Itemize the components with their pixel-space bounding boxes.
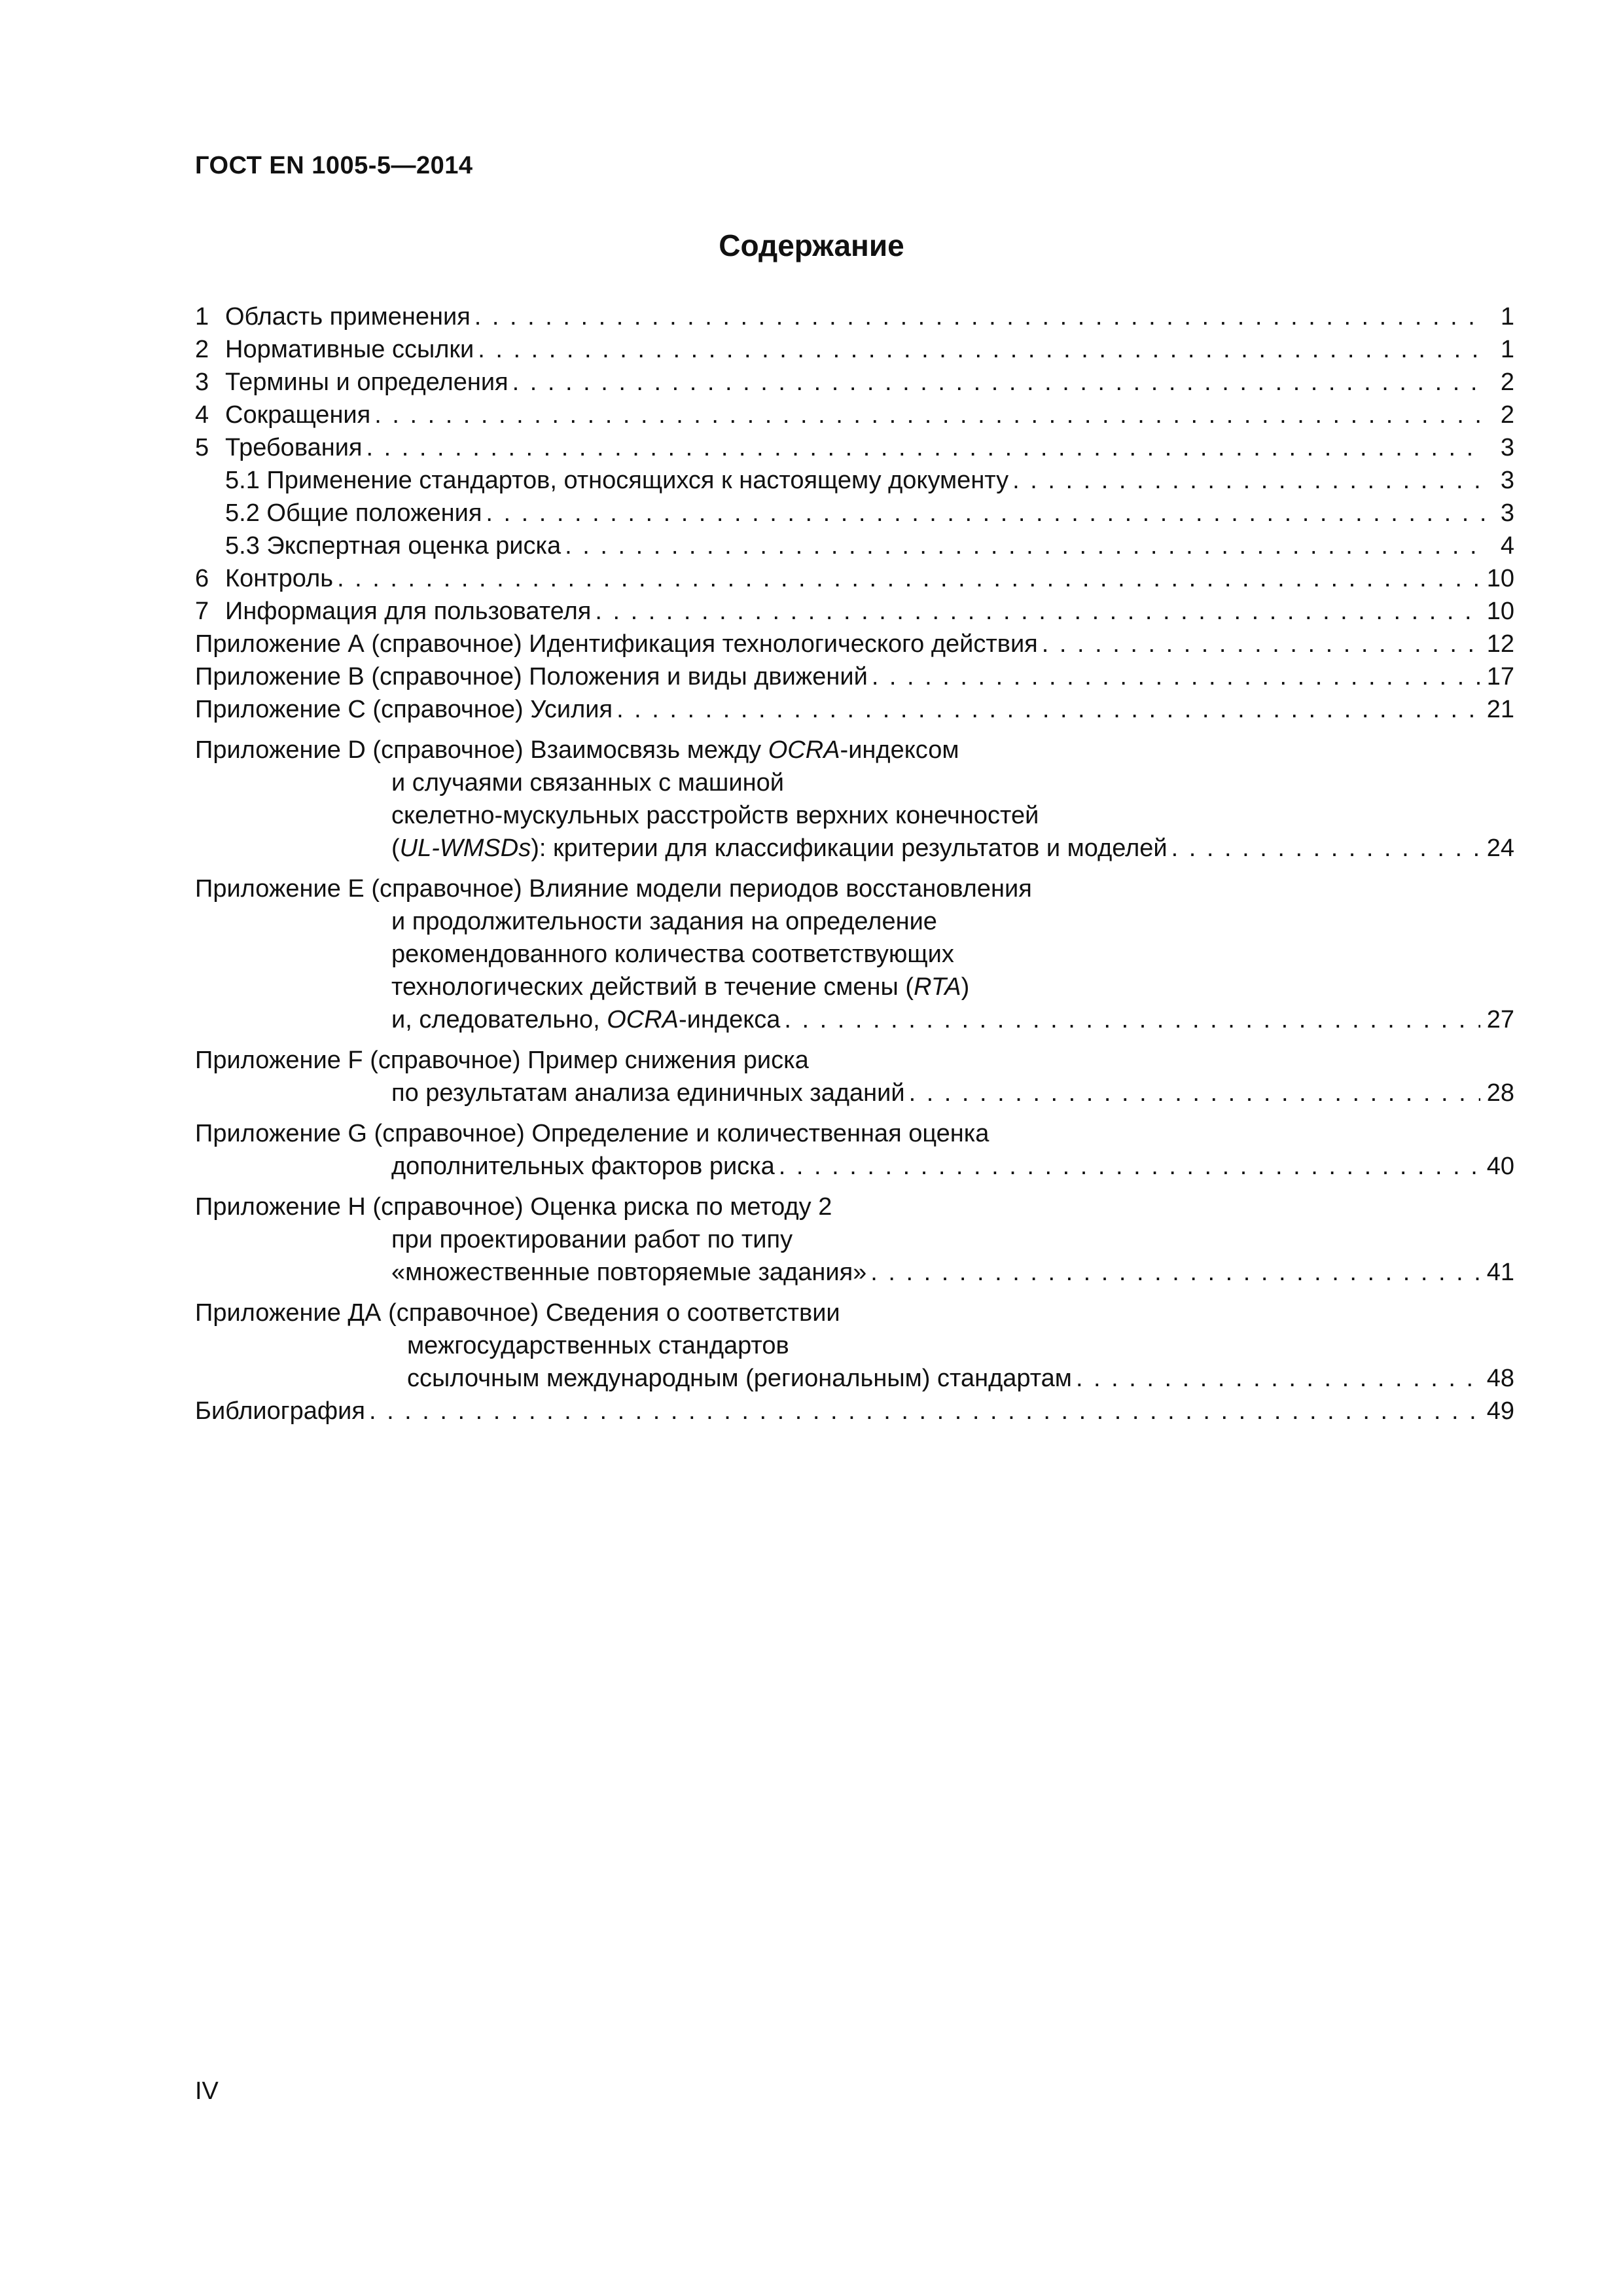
toc-entry-label xyxy=(195,366,508,399)
toc-entry-title-line: при проектировании работ по типу xyxy=(391,1226,793,1253)
toc-entry-title-line xyxy=(391,1003,780,1036)
toc-entry-bibliography[interactable] xyxy=(195,1395,1514,1427)
toc-entry-5-3[interactable] xyxy=(195,529,1514,562)
text-fragment: -индекса xyxy=(679,1006,781,1033)
toc-page-number: 1 xyxy=(1500,303,1514,331)
toc-entry-number: 4 xyxy=(195,401,209,429)
toc-entry-appendix-d[interactable] xyxy=(195,734,1514,865)
toc-entry-title-line: «множественные повторяемые задания» xyxy=(391,1259,867,1286)
toc-entry-label xyxy=(195,562,333,595)
toc-page-number: 28 xyxy=(1486,1079,1514,1107)
toc-entry-title: Приложение А (справочное) Идентификация технологического действия xyxy=(195,630,1038,658)
toc-entry-appendix-f[interactable] xyxy=(195,1044,1514,1109)
toc-entry-title-line: и случаями связанных с машиной xyxy=(391,769,784,797)
toc-entry-title: Приложение В (справочное) Положения и виды движений xyxy=(195,663,868,691)
toc-entry-title: Контроль xyxy=(225,565,334,592)
toc-entry-label xyxy=(195,333,474,366)
italic-term: RTA xyxy=(914,973,961,1001)
dot-leader xyxy=(779,1150,1480,1183)
text-fragment: Приложение D (справочное) Взаимосвязь между xyxy=(195,736,768,764)
toc-entry-appendix-g[interactable] xyxy=(195,1117,1514,1183)
toc-entry-title-line: Приложение G (справочное) Определение и количественная оценка xyxy=(195,1120,990,1147)
toc-page-number: 10 xyxy=(1486,565,1514,592)
toc-entry-number: 2 xyxy=(195,336,209,363)
toc-entry-number: 6 xyxy=(195,565,209,592)
text-fragment: ) xyxy=(961,973,970,1001)
toc-entry-title-line: Приложение Е (справочное) Влияние модели периодов восстановления xyxy=(195,875,1032,903)
toc-entry-title-line: межгосударственных стандартов xyxy=(407,1332,789,1359)
toc-entry-title-line xyxy=(195,734,959,766)
toc-entry-title-line xyxy=(391,832,1168,865)
page-number-footer: IV xyxy=(195,2077,219,2105)
dot-leader xyxy=(337,562,1480,595)
dot-leader xyxy=(486,497,1486,529)
toc-page-number: 12 xyxy=(1486,630,1514,658)
dot-leader xyxy=(1042,628,1480,660)
page-title: Содержание xyxy=(719,228,904,262)
dot-leader xyxy=(595,595,1480,628)
toc-page-number: 21 xyxy=(1486,696,1514,723)
toc-entry-title-line: скелетно-мускульных расстройств верхних конечностей xyxy=(391,802,1039,829)
italic-term: OCRA xyxy=(768,736,840,764)
toc-entry-3[interactable] xyxy=(195,366,1514,399)
toc-entry-label xyxy=(195,595,591,628)
toc-entry-title-line: и продолжительности задания на определение xyxy=(391,908,937,935)
toc-page-number: 3 xyxy=(1500,434,1514,461)
text-fragment: -индексом xyxy=(840,736,959,764)
dot-leader xyxy=(909,1077,1480,1109)
dot-leader xyxy=(366,431,1486,464)
toc-entry-title: Приложение С (справочное) Усилия xyxy=(195,696,613,723)
toc-page-number: 3 xyxy=(1500,467,1514,494)
toc-entry-appendix-da[interactable] xyxy=(195,1297,1514,1395)
toc-entry-appendix-e[interactable] xyxy=(195,872,1514,1036)
toc-entry-title-line: Приложение F (справочное) Пример снижения риска xyxy=(195,1047,809,1074)
dot-leader xyxy=(478,333,1486,366)
dot-leader xyxy=(474,300,1486,333)
toc-entry-5[interactable] xyxy=(195,431,1514,464)
toc-entry-title: Сокращения xyxy=(225,401,371,429)
dot-leader xyxy=(872,660,1480,693)
dot-leader xyxy=(1076,1362,1480,1395)
toc-entry-5-2[interactable] xyxy=(195,497,1514,529)
toc-entry-title: Область применения xyxy=(225,303,471,331)
toc-entry-appendix-h[interactable] xyxy=(195,1191,1514,1289)
dot-leader xyxy=(369,1395,1480,1427)
dot-leader xyxy=(1171,832,1480,865)
toc-page-number: 2 xyxy=(1500,368,1514,396)
toc-page-number: 41 xyxy=(1486,1259,1514,1286)
toc-entry-label xyxy=(195,431,363,464)
toc-entry-number: 3 xyxy=(195,368,209,396)
toc-entry-appendix-b[interactable] xyxy=(195,660,1514,693)
dot-leader xyxy=(784,1003,1480,1036)
toc-entry-4[interactable] xyxy=(195,399,1514,431)
toc-entry-title: Нормативные ссылки xyxy=(225,336,474,363)
dot-leader xyxy=(616,693,1480,726)
toc-entry-6[interactable] xyxy=(195,562,1514,595)
toc-entry-title: 5.1 Применение стандартов, относящихся к настоящему документу xyxy=(225,467,1009,494)
toc-entry-7[interactable] xyxy=(195,595,1514,628)
toc-entry-appendix-c[interactable] xyxy=(195,693,1514,726)
toc-page-number: 17 xyxy=(1486,663,1514,691)
text-fragment: технологических действий в течение смены ( xyxy=(391,973,914,1001)
italic-term: UL-WMSDs xyxy=(399,834,531,862)
table-of-contents xyxy=(195,300,1514,1427)
toc-entry-title-line: Приложение Н (справочное) Оценка риска по методу 2 xyxy=(195,1193,832,1221)
toc-entry-5-1[interactable] xyxy=(195,464,1514,497)
toc-page-number: 24 xyxy=(1486,834,1514,862)
toc-entry-title-line xyxy=(391,971,969,1003)
toc-entry-title: 5.3 Экспертная оценка риска xyxy=(225,532,562,560)
dot-leader xyxy=(1012,464,1486,497)
italic-term: OCRA xyxy=(607,1006,679,1033)
toc-page-number: 2 xyxy=(1500,401,1514,429)
toc-entry-label xyxy=(195,399,370,431)
toc-page-number: 1 xyxy=(1500,336,1514,363)
text-fragment: и, следовательно, xyxy=(391,1006,607,1033)
toc-entry-number: 5 xyxy=(195,434,209,461)
dot-leader xyxy=(512,366,1486,399)
toc-entry-1[interactable] xyxy=(195,300,1514,333)
toc-entry-title-line: Приложение ДА (справочное) Сведения о соответствии xyxy=(195,1299,840,1327)
toc-entry-title-line: ссылочным международным (региональным) стандартам xyxy=(407,1365,1072,1392)
toc-page-number: 48 xyxy=(1486,1365,1514,1392)
toc-page-number: 40 xyxy=(1486,1153,1514,1180)
toc-entry-title-line: по результатам анализа единичных заданий xyxy=(391,1079,905,1107)
dot-leader xyxy=(374,399,1486,431)
dot-leader xyxy=(565,529,1486,562)
toc-entry-title-line: дополнительных факторов риска xyxy=(391,1153,775,1180)
toc-page-number: 27 xyxy=(1486,1006,1514,1033)
toc-entry-number: 1 xyxy=(195,303,209,331)
toc-entry-title: Информация для пользователя xyxy=(225,598,592,625)
toc-page-number: 4 xyxy=(1500,532,1514,560)
toc-page-number: 49 xyxy=(1486,1397,1514,1425)
toc-entry-title: Библиография xyxy=(195,1397,365,1425)
toc-entry-title: 5.2 Общие положения xyxy=(225,499,482,527)
toc-entry-2[interactable] xyxy=(195,333,1514,366)
toc-entry-title: Требования xyxy=(225,434,363,461)
toc-entry-appendix-a[interactable] xyxy=(195,628,1514,660)
dot-leader xyxy=(870,1256,1480,1289)
document-header: ГОСТ EN 1005-5—2014 xyxy=(195,152,473,179)
toc-page-number: 3 xyxy=(1500,499,1514,527)
toc-page-number: 10 xyxy=(1486,598,1514,625)
text-fragment: ): критерии для классификации результатов и моделей xyxy=(531,834,1168,862)
toc-entry-title-line: рекомендованного количества соответствующих xyxy=(391,941,954,968)
toc-entry-label xyxy=(195,300,471,333)
toc-entry-number: 7 xyxy=(195,598,209,625)
toc-entry-title: Термины и определения xyxy=(225,368,508,396)
text-fragment: ( xyxy=(391,834,400,862)
